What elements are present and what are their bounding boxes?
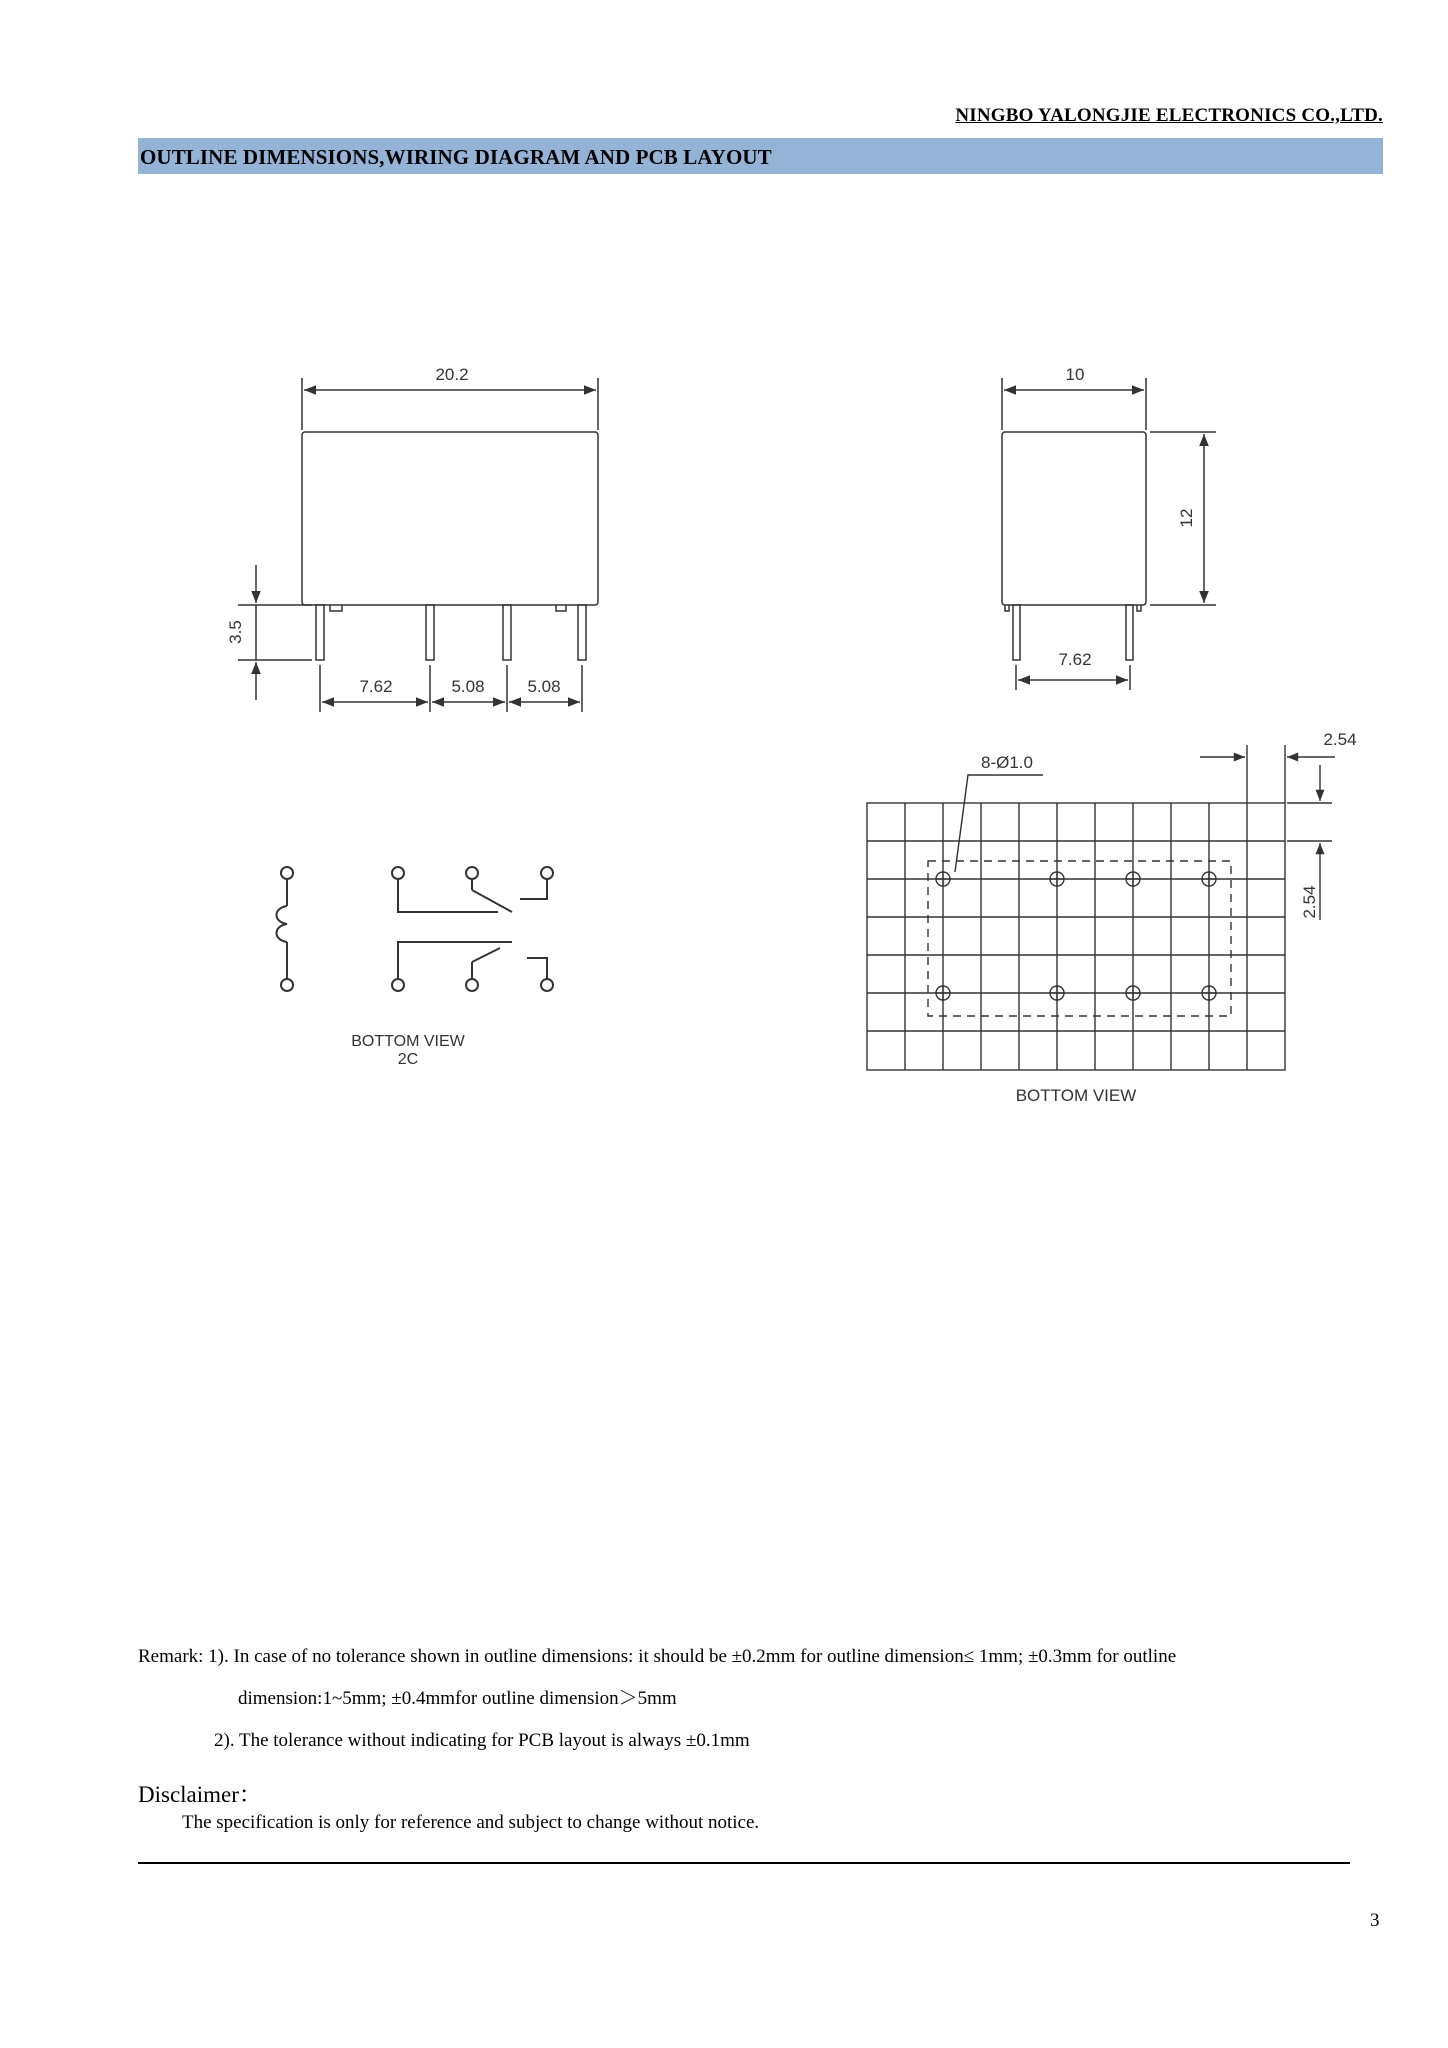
pcb-caption: BOTTOM VIEW	[1015, 1086, 1137, 1105]
side-width-label: 10	[1065, 365, 1085, 384]
section-title: OUTLINE DIMENSIONS,WIRING DIAGRAM AND PCB LAYOUT	[140, 145, 772, 169]
remark-line-1: Remark: 1). In case of no tolerance shown in outline dimensions: it should be ±0.2mm for outline dimension≤ 1mm; ±0.3mm for outline	[138, 1646, 1177, 1667]
side-pin-1	[1013, 605, 1020, 660]
side-pin-2	[1126, 605, 1133, 660]
front-pitch-label-2: 5.08	[451, 677, 485, 696]
disclaimer-title: Disclaimer：	[138, 1782, 262, 1807]
front-pin-height-label: 3.5	[226, 620, 245, 644]
page-number: 3	[1370, 1910, 1380, 1931]
pcb-grid	[867, 803, 1285, 1070]
front-view-body	[302, 432, 598, 605]
wiring-diagram	[277, 867, 554, 991]
front-pin-1	[316, 605, 324, 660]
front-view	[238, 378, 598, 712]
side-view	[1002, 378, 1216, 690]
remark-line-3: 2). The tolerance without indicating for PCB layout is always ±0.1mm	[214, 1730, 750, 1751]
front-pitch-label-3: 5.08	[527, 677, 561, 696]
pcb-layout	[867, 745, 1335, 1070]
contact-set-2	[392, 942, 553, 991]
front-pin-2	[426, 605, 434, 660]
front-pin-4	[578, 605, 586, 660]
wiring-caption-line1: BOTTOM VIEW	[351, 1033, 465, 1050]
front-pitch-label-1: 7.62	[359, 677, 393, 696]
company-name: NINGBO YALONGJIE ELECTRONICS CO.,LTD.	[955, 105, 1383, 126]
side-view-body	[1002, 432, 1146, 605]
side-pitch-label: 7.62	[1058, 650, 1092, 669]
front-pin-3	[503, 605, 511, 660]
contact-set-1	[392, 867, 553, 912]
front-width-label: 20.2	[435, 365, 469, 384]
disclaimer-text: The specification is only for reference and subject to change without notice.	[182, 1812, 760, 1833]
coil-symbol	[277, 867, 294, 991]
pcb-hole-label: 8-Ø1.0	[981, 753, 1033, 772]
pcb-holes	[936, 872, 1216, 1000]
wiring-caption-line2: 2C	[397, 1051, 419, 1068]
pcb-pitch-label-top: 2.54	[1323, 730, 1357, 749]
footer-divider	[138, 1862, 1350, 1864]
pcb-pitch-label-side: 2.54	[1300, 885, 1319, 919]
side-height-label: 12	[1177, 508, 1196, 528]
remark-line-2: dimension:1~5mm; ±0.4mmfor outline dimension＞5mm	[238, 1688, 677, 1709]
